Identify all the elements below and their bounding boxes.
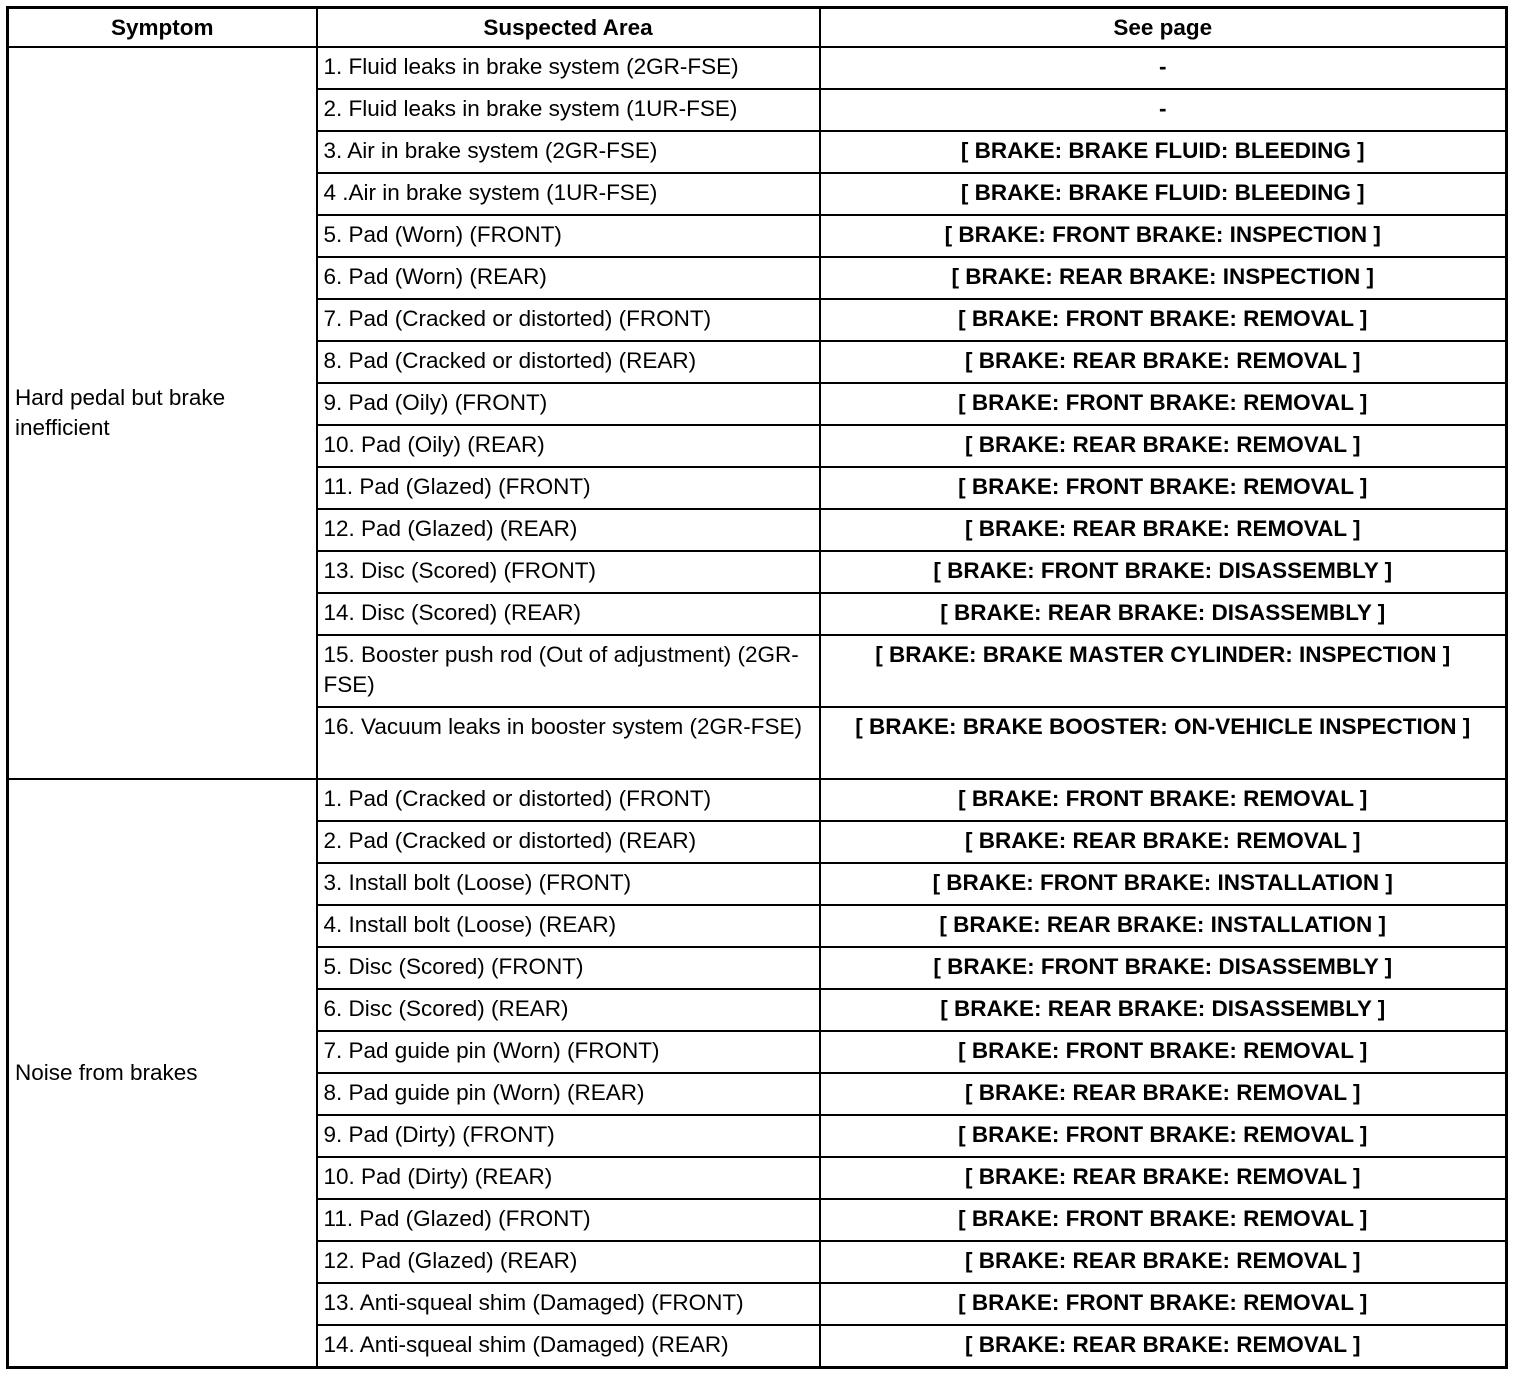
suspected-area-cell: 7. Pad guide pin (Worn) (FRONT) <box>317 1031 820 1073</box>
suspected-area-cell: 1. Pad (Cracked or distorted) (FRONT) <box>317 779 820 821</box>
suspected-area-cell: 5. Disc (Scored) (FRONT) <box>317 947 820 989</box>
suspected-area-cell: 15. Booster push rod (Out of adjustment) (2GR-FSE) <box>317 635 820 707</box>
see-page-cell: [ BRAKE: REAR BRAKE: REMOVAL ] <box>820 509 1507 551</box>
see-page-cell: [ BRAKE: REAR BRAKE: REMOVAL ] <box>820 1325 1507 1368</box>
see-page-cell: [ BRAKE: FRONT BRAKE: DISASSEMBLY ] <box>820 551 1507 593</box>
suspected-area-cell: 12. Pad (Glazed) (REAR) <box>317 509 820 551</box>
suspected-area-cell: 10. Pad (Oily) (REAR) <box>317 425 820 467</box>
see-page-cell: [ BRAKE: REAR BRAKE: DISASSEMBLY ] <box>820 593 1507 635</box>
suspected-area-cell: 6. Disc (Scored) (REAR) <box>317 989 820 1031</box>
suspected-area-cell: 13. Anti-squeal shim (Damaged) (FRONT) <box>317 1283 820 1325</box>
suspected-area-cell: 16. Vacuum leaks in booster system (2GR-FSE) <box>317 707 820 779</box>
suspected-area-cell: 8. Pad guide pin (Worn) (REAR) <box>317 1073 820 1115</box>
see-page-cell: [ BRAKE: FRONT BRAKE: REMOVAL ] <box>820 1199 1507 1241</box>
suspected-area-cell: 14. Anti-squeal shim (Damaged) (REAR) <box>317 1325 820 1368</box>
see-page-cell: [ BRAKE: FRONT BRAKE: INSTALLATION ] <box>820 863 1507 905</box>
suspected-area-cell: 9. Pad (Dirty) (FRONT) <box>317 1115 820 1157</box>
see-page-cell: [ BRAKE: REAR BRAKE: REMOVAL ] <box>820 821 1507 863</box>
see-page-cell: - <box>820 89 1507 131</box>
suspected-area-cell: 7. Pad (Cracked or distorted) (FRONT) <box>317 299 820 341</box>
header-symptom: Symptom <box>8 8 317 48</box>
suspected-area-cell: 8. Pad (Cracked or distorted) (REAR) <box>317 341 820 383</box>
suspected-area-cell: 10. Pad (Dirty) (REAR) <box>317 1157 820 1199</box>
table-body <box>8 47 1507 1368</box>
see-page-cell: [ BRAKE: REAR BRAKE: DISASSEMBLY ] <box>820 989 1507 1031</box>
see-page-cell: [ BRAKE: FRONT BRAKE: REMOVAL ] <box>820 779 1507 821</box>
see-page-cell: [ BRAKE: FRONT BRAKE: DISASSEMBLY ] <box>820 947 1507 989</box>
see-page-cell: [ BRAKE: REAR BRAKE: INSTALLATION ] <box>820 905 1507 947</box>
suspected-area-cell: 3. Air in brake system (2GR-FSE) <box>317 131 820 173</box>
suspected-area-cell: 12. Pad (Glazed) (REAR) <box>317 1241 820 1283</box>
see-page-cell: [ BRAKE: FRONT BRAKE: REMOVAL ] <box>820 1283 1507 1325</box>
see-page-cell: [ BRAKE: REAR BRAKE: REMOVAL ] <box>820 1241 1507 1283</box>
suspected-area-cell: 14. Disc (Scored) (REAR) <box>317 593 820 635</box>
suspected-area-cell: 1. Fluid leaks in brake system (2GR-FSE) <box>317 47 820 89</box>
suspected-area-cell: 2. Fluid leaks in brake system (1UR-FSE) <box>317 89 820 131</box>
symptom-cell: Noise from brakes <box>8 779 317 1368</box>
table-row <box>8 47 1507 89</box>
see-page-cell: [ BRAKE: REAR BRAKE: REMOVAL ] <box>820 1073 1507 1115</box>
see-page-cell: [ BRAKE: FRONT BRAKE: REMOVAL ] <box>820 383 1507 425</box>
see-page-cell: [ BRAKE: FRONT BRAKE: REMOVAL ] <box>820 467 1507 509</box>
suspected-area-cell: 9. Pad (Oily) (FRONT) <box>317 383 820 425</box>
see-page-cell: [ BRAKE: FRONT BRAKE: REMOVAL ] <box>820 1115 1507 1157</box>
see-page-cell: [ BRAKE: BRAKE MASTER CYLINDER: INSPECTION ] <box>820 635 1507 707</box>
header-suspected-area: Suspected Area <box>317 8 820 48</box>
header-row <box>8 8 1507 48</box>
see-page-cell: [ BRAKE: FRONT BRAKE: REMOVAL ] <box>820 1031 1507 1073</box>
see-page-cell: - <box>820 47 1507 89</box>
see-page-cell: [ BRAKE: BRAKE FLUID: BLEEDING ] <box>820 131 1507 173</box>
suspected-area-cell: 13. Disc (Scored) (FRONT) <box>317 551 820 593</box>
troubleshooting-table <box>6 6 1508 1369</box>
see-page-cell: [ BRAKE: REAR BRAKE: REMOVAL ] <box>820 1157 1507 1199</box>
see-page-cell: [ BRAKE: REAR BRAKE: INSPECTION ] <box>820 257 1507 299</box>
see-page-cell: [ BRAKE: BRAKE FLUID: BLEEDING ] <box>820 173 1507 215</box>
suspected-area-cell: 2. Pad (Cracked or distorted) (REAR) <box>317 821 820 863</box>
table-row <box>8 779 1507 821</box>
suspected-area-cell: 3. Install bolt (Loose) (FRONT) <box>317 863 820 905</box>
suspected-area-cell: 4. Install bolt (Loose) (REAR) <box>317 905 820 947</box>
suspected-area-cell: 11. Pad (Glazed) (FRONT) <box>317 1199 820 1241</box>
suspected-area-cell: 5. Pad (Worn) (FRONT) <box>317 215 820 257</box>
suspected-area-cell: 6. Pad (Worn) (REAR) <box>317 257 820 299</box>
see-page-cell: [ BRAKE: REAR BRAKE: REMOVAL ] <box>820 341 1507 383</box>
header-see-page: See page <box>820 8 1507 48</box>
see-page-cell: [ BRAKE: REAR BRAKE: REMOVAL ] <box>820 425 1507 467</box>
suspected-area-cell: 4 .Air in brake system (1UR-FSE) <box>317 173 820 215</box>
symptom-cell: Hard pedal but brake inefficient <box>8 47 317 779</box>
suspected-area-cell: 11. Pad (Glazed) (FRONT) <box>317 467 820 509</box>
see-page-cell: [ BRAKE: FRONT BRAKE: REMOVAL ] <box>820 299 1507 341</box>
see-page-cell: [ BRAKE: FRONT BRAKE: INSPECTION ] <box>820 215 1507 257</box>
see-page-cell: [ BRAKE: BRAKE BOOSTER: ON-VEHICLE INSPECTION ] <box>820 707 1507 779</box>
